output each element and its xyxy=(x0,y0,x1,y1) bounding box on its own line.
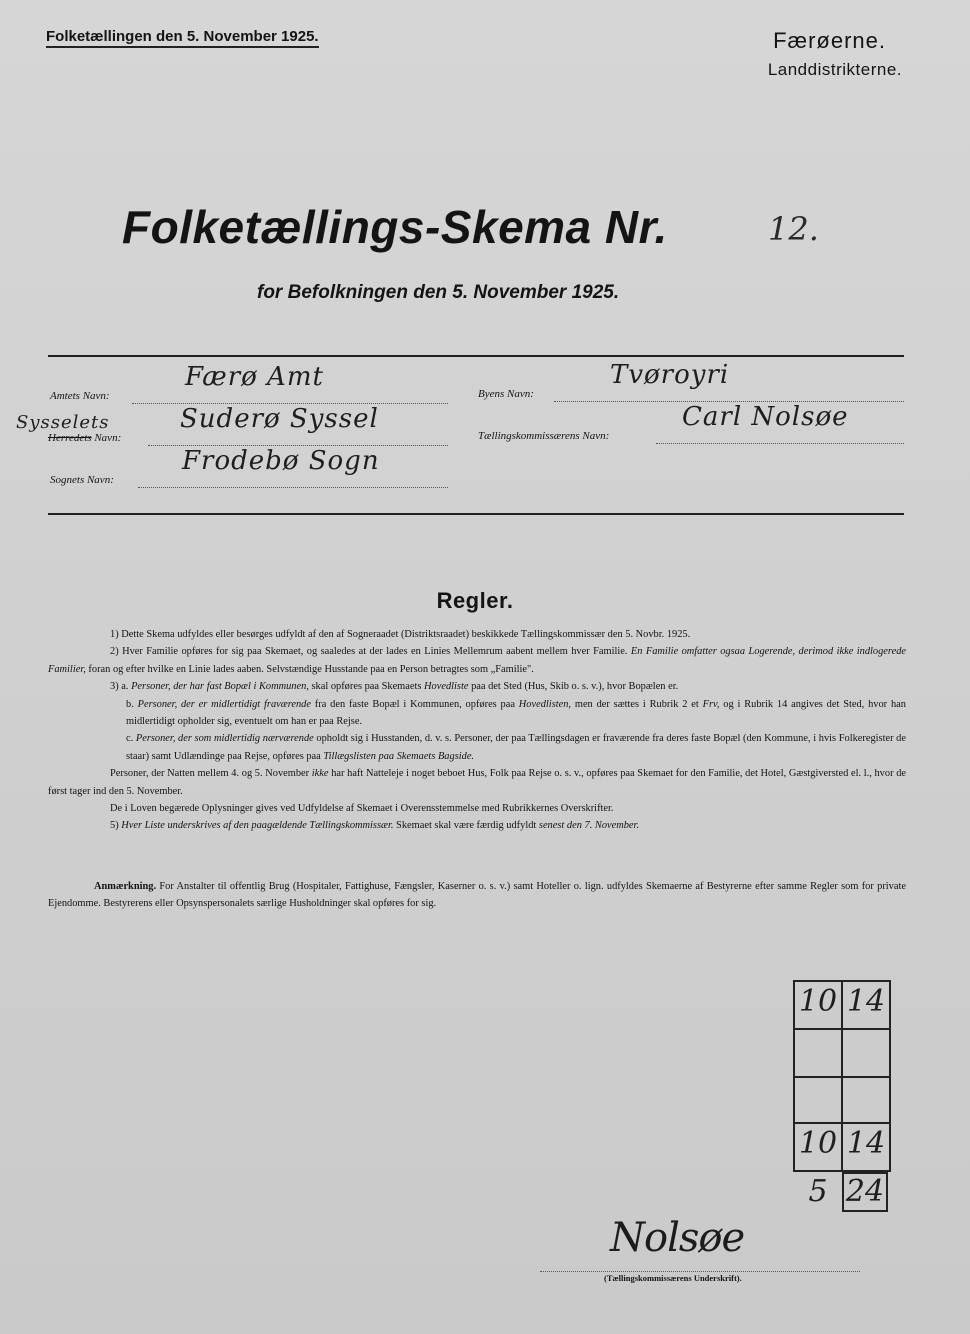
signature-line xyxy=(540,1270,860,1272)
rule-3a: 3) a. Personer, der har fast Bopæl i Kommunen, skal opføres paa Skemaets Hovedliste paa det Sted (Hus, Skib o. s. v.), hvor Bopælen er. xyxy=(110,681,679,693)
herred-label-struck: Herredets xyxy=(48,432,92,444)
tally-total-c1: 5 xyxy=(808,1174,828,1209)
tally-total-c2: 24 xyxy=(845,1174,885,1209)
amt-value: Færø Amt xyxy=(185,362,324,392)
tally-r1c2: 14 xyxy=(846,984,886,1019)
tally-hline xyxy=(795,1028,889,1030)
tally-hline xyxy=(795,1122,889,1124)
signature-caption: (Tællingskommissærens Underskrift). xyxy=(604,1273,742,1283)
sogn-line xyxy=(138,486,448,488)
rule-4: Personer, der Natten mellem 4. og 5. November ikke har haft Natteleje i noget beboet Hus, Folk paa Rejse o. s. v., opføres paa Skemaet for den Familie, det Hotel, Gæstgiversted el. l., hvor de først tager ind den 5. November. xyxy=(48,768,907,797)
header-region: Færøerne. xyxy=(773,28,886,53)
tally-hline xyxy=(795,1076,889,1078)
kommissaer-value: Carl Nolsøe xyxy=(682,402,849,432)
tally-r1c1: 10 xyxy=(798,984,838,1019)
herred-label xyxy=(48,432,121,444)
by-label: Byens Navn: xyxy=(478,388,534,400)
tally-r4c1: 10 xyxy=(798,1126,838,1161)
rule-2: 2) Hver Familie opføres for sig paa Skemaet, og saaledes at der lades en Linies Mellemrum aabent mellem hver Familie. En Familie omfatter ogsaa Logerende, derimod ikke indlogerede Familier, foran og efter hvilke en Linie lades aaben. Selvstændige Husstande paa en Person betragtes som „Familie". xyxy=(48,646,906,675)
signature-handwritten: Nolsøe xyxy=(610,1215,745,1261)
sogn-value: Frodebø Sogn xyxy=(182,446,380,476)
rule-3c: c. Personer, der som midlertidig nærværende opholdt sig i Husstanden, d. v. s. Personer, der paa Tællingsdagen er fraværende fra deres faste Bopæl (den Kommune, i hvis Folkeregister de staar) samt Udlændinge paa Rejse, opføres paa Tillægslisten paa Skemaets Bagside. xyxy=(126,733,906,762)
note-label: Anmærkning. xyxy=(94,881,157,892)
rule-1: 1) Dette Skema udfyldes eller besørges udfyldt af den af Sogneraadet (Distriktsraadet) beskikkede Tællingskommissær den 5. Novbr. 1925. xyxy=(110,629,691,640)
by-value: Tvøroyri xyxy=(610,360,730,390)
header-census-date: Folketællingen den 5. November 1925. xyxy=(46,28,319,48)
tally-grid xyxy=(793,980,891,1172)
rules-heading: Regler. xyxy=(436,588,514,613)
sogn-label: Sognets Navn: xyxy=(50,474,114,486)
amt-label: Amtets Navn: xyxy=(50,390,110,402)
tally-r4c2: 14 xyxy=(846,1126,886,1161)
rule-6: 5) Hver Liste underskrives af den paagældende Tællingskommissær. Skemaet skal være færdig udfyldt senest den 7. November. xyxy=(110,820,640,832)
form-subtitle: for Befolkningen den 5. November 1925. xyxy=(257,282,620,303)
note xyxy=(48,878,906,913)
herred-prefix-handwritten: Sysselets xyxy=(16,412,110,433)
form-number-handwritten: 12. xyxy=(768,210,819,248)
kommissaer-label: Tællingskommissærens Navn: xyxy=(478,430,610,442)
top-divider xyxy=(48,355,904,357)
rule-5: De i Loven begærede Oplysninger gives ved Udfyldelse af Skemaet i Overensstemmelse med Rubrikkernes Overskrifter. xyxy=(110,803,614,815)
rule-3b: b. Personer, der er midlertidigt fraværende fra den faste Bopæl i Kommunen, opføres paa Hovedlisten, men der sættes i Rubrik 2 et Frv, og i Rubrik 14 angives det Sted, hvor han midlertidigt opholder sig, eventuelt om han er paa Rejse. xyxy=(126,698,906,728)
form-title: Folketællings-Skema Nr. xyxy=(122,201,668,253)
herred-label-suffix: Navn: xyxy=(94,432,122,444)
rules-body xyxy=(48,626,906,835)
note-text: For Anstalter til offentlig Brug (Hospitaler, Fattighuse, Fængsler, Kaserner o. s. v.) samt Hoteller o. lign. udfyldes Skemaerne af Bestyrerne efter samme Regler som for private Ejendomme. Bestyrerens eller Opsynspersonalets særlige Husholdninger skal opføres for sig. xyxy=(48,881,906,910)
herred-value: Suderø Syssel xyxy=(180,404,379,434)
bottom-divider xyxy=(48,513,904,515)
kommissaer-line xyxy=(656,442,904,444)
header-district: Landdistrikterne. xyxy=(767,60,902,79)
